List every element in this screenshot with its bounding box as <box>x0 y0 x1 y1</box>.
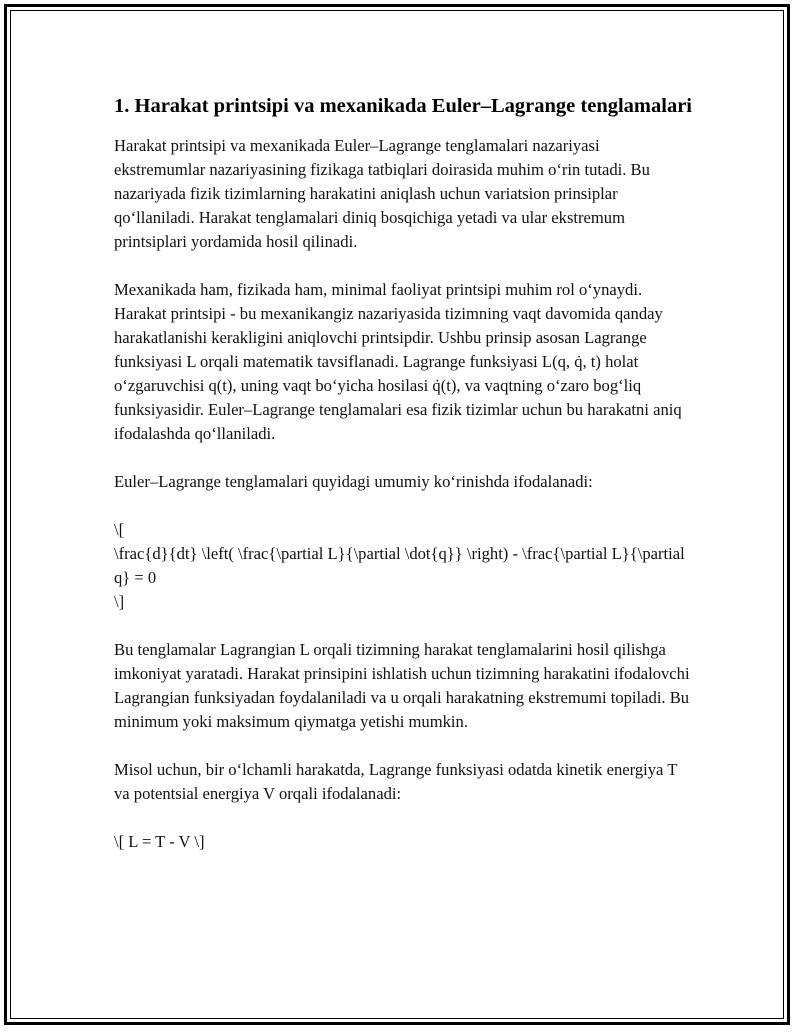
equation-body: \frac{d}{dt} \left( \frac{\partial L}{\partial \dot{q}} \right) - \frac{\partial L}{\partial q} = 0 <box>114 544 689 587</box>
paragraph-equation-intro: Euler–Lagrange tenglamalari quyidagi umumiy ko‘rinishda ifodalanadi: <box>114 472 593 491</box>
document-body <box>114 92 694 878</box>
paragraph-action-principle: Mexanikada ham, fizikada ham, minimal faoliyat printsipi muhim rol o‘ynaydi. Harakat printsipi - bu mexanikangiz nazariyasida tizimning vaqt davomida qanday harakatlanishi kerakligini aniqlovchi printsipdir. Ushbu prinsip asosan Lagrange funksiyasi L orqali matematik tavsiflanadi. Lagrange funksiyasi L(q, q̇, t) holat o‘zgaruvchisi q(t), uning vaqt bo‘yicha hosilasi q̇(t), va vaqtning o‘zaro bog‘liq funksiyasidir. Euler–Lagrange tenglamalari esa fizik tizimlar uchun bu harakatni aniq ifodalashda qo‘llaniladi. <box>114 280 682 443</box>
paragraph-example: Misol uchun, bir o‘lchamli harakatda, Lagrange funksiyasi odatda kinetik energiya T va potentsial energiya V orqali ifodalanadi: <box>114 760 678 803</box>
lagrangian-definition-equation: \[ L = T - V \] <box>114 832 205 851</box>
paragraph-intro: Harakat printsipi va mexanikada Euler–Lagrange tenglamalari nazariyasi ekstremumlar nazariyasining fizikaga tatbiqlari doirasida muhim o‘rin tutadi. Bu nazariyada fizik tizimlarning harakatini aniqlash uchun variatsion prinsiplar qo‘llaniladi. Harakat tenglamalari diniq bosqichiga yetadi va ular ekstremum printsiplari yordamida hosil qilinadi. <box>114 136 650 251</box>
euler-lagrange-equation <box>114 518 694 614</box>
section-heading: 1. Harakat printsipi va mexanikada Euler–Lagrange tenglamalari <box>114 95 692 117</box>
paragraph-lagrangian: Bu tenglamalar Lagrangian L orqali tizimning harakat tenglamalarini hosil qilishga imkoniyat yaratadi. Harakat prinsipini ishlatish uchun tizimning harakatini ifodalovchi Lagrangian funksiyadan foydalaniladi va u orqali harakatning ekstremumi topiladi. Bu minimum yoki maksimum qiymatga yetishi mumkin. <box>114 640 690 731</box>
equation-open-delimiter: \[ <box>114 520 125 539</box>
equation-close-delimiter: \] <box>114 592 125 611</box>
